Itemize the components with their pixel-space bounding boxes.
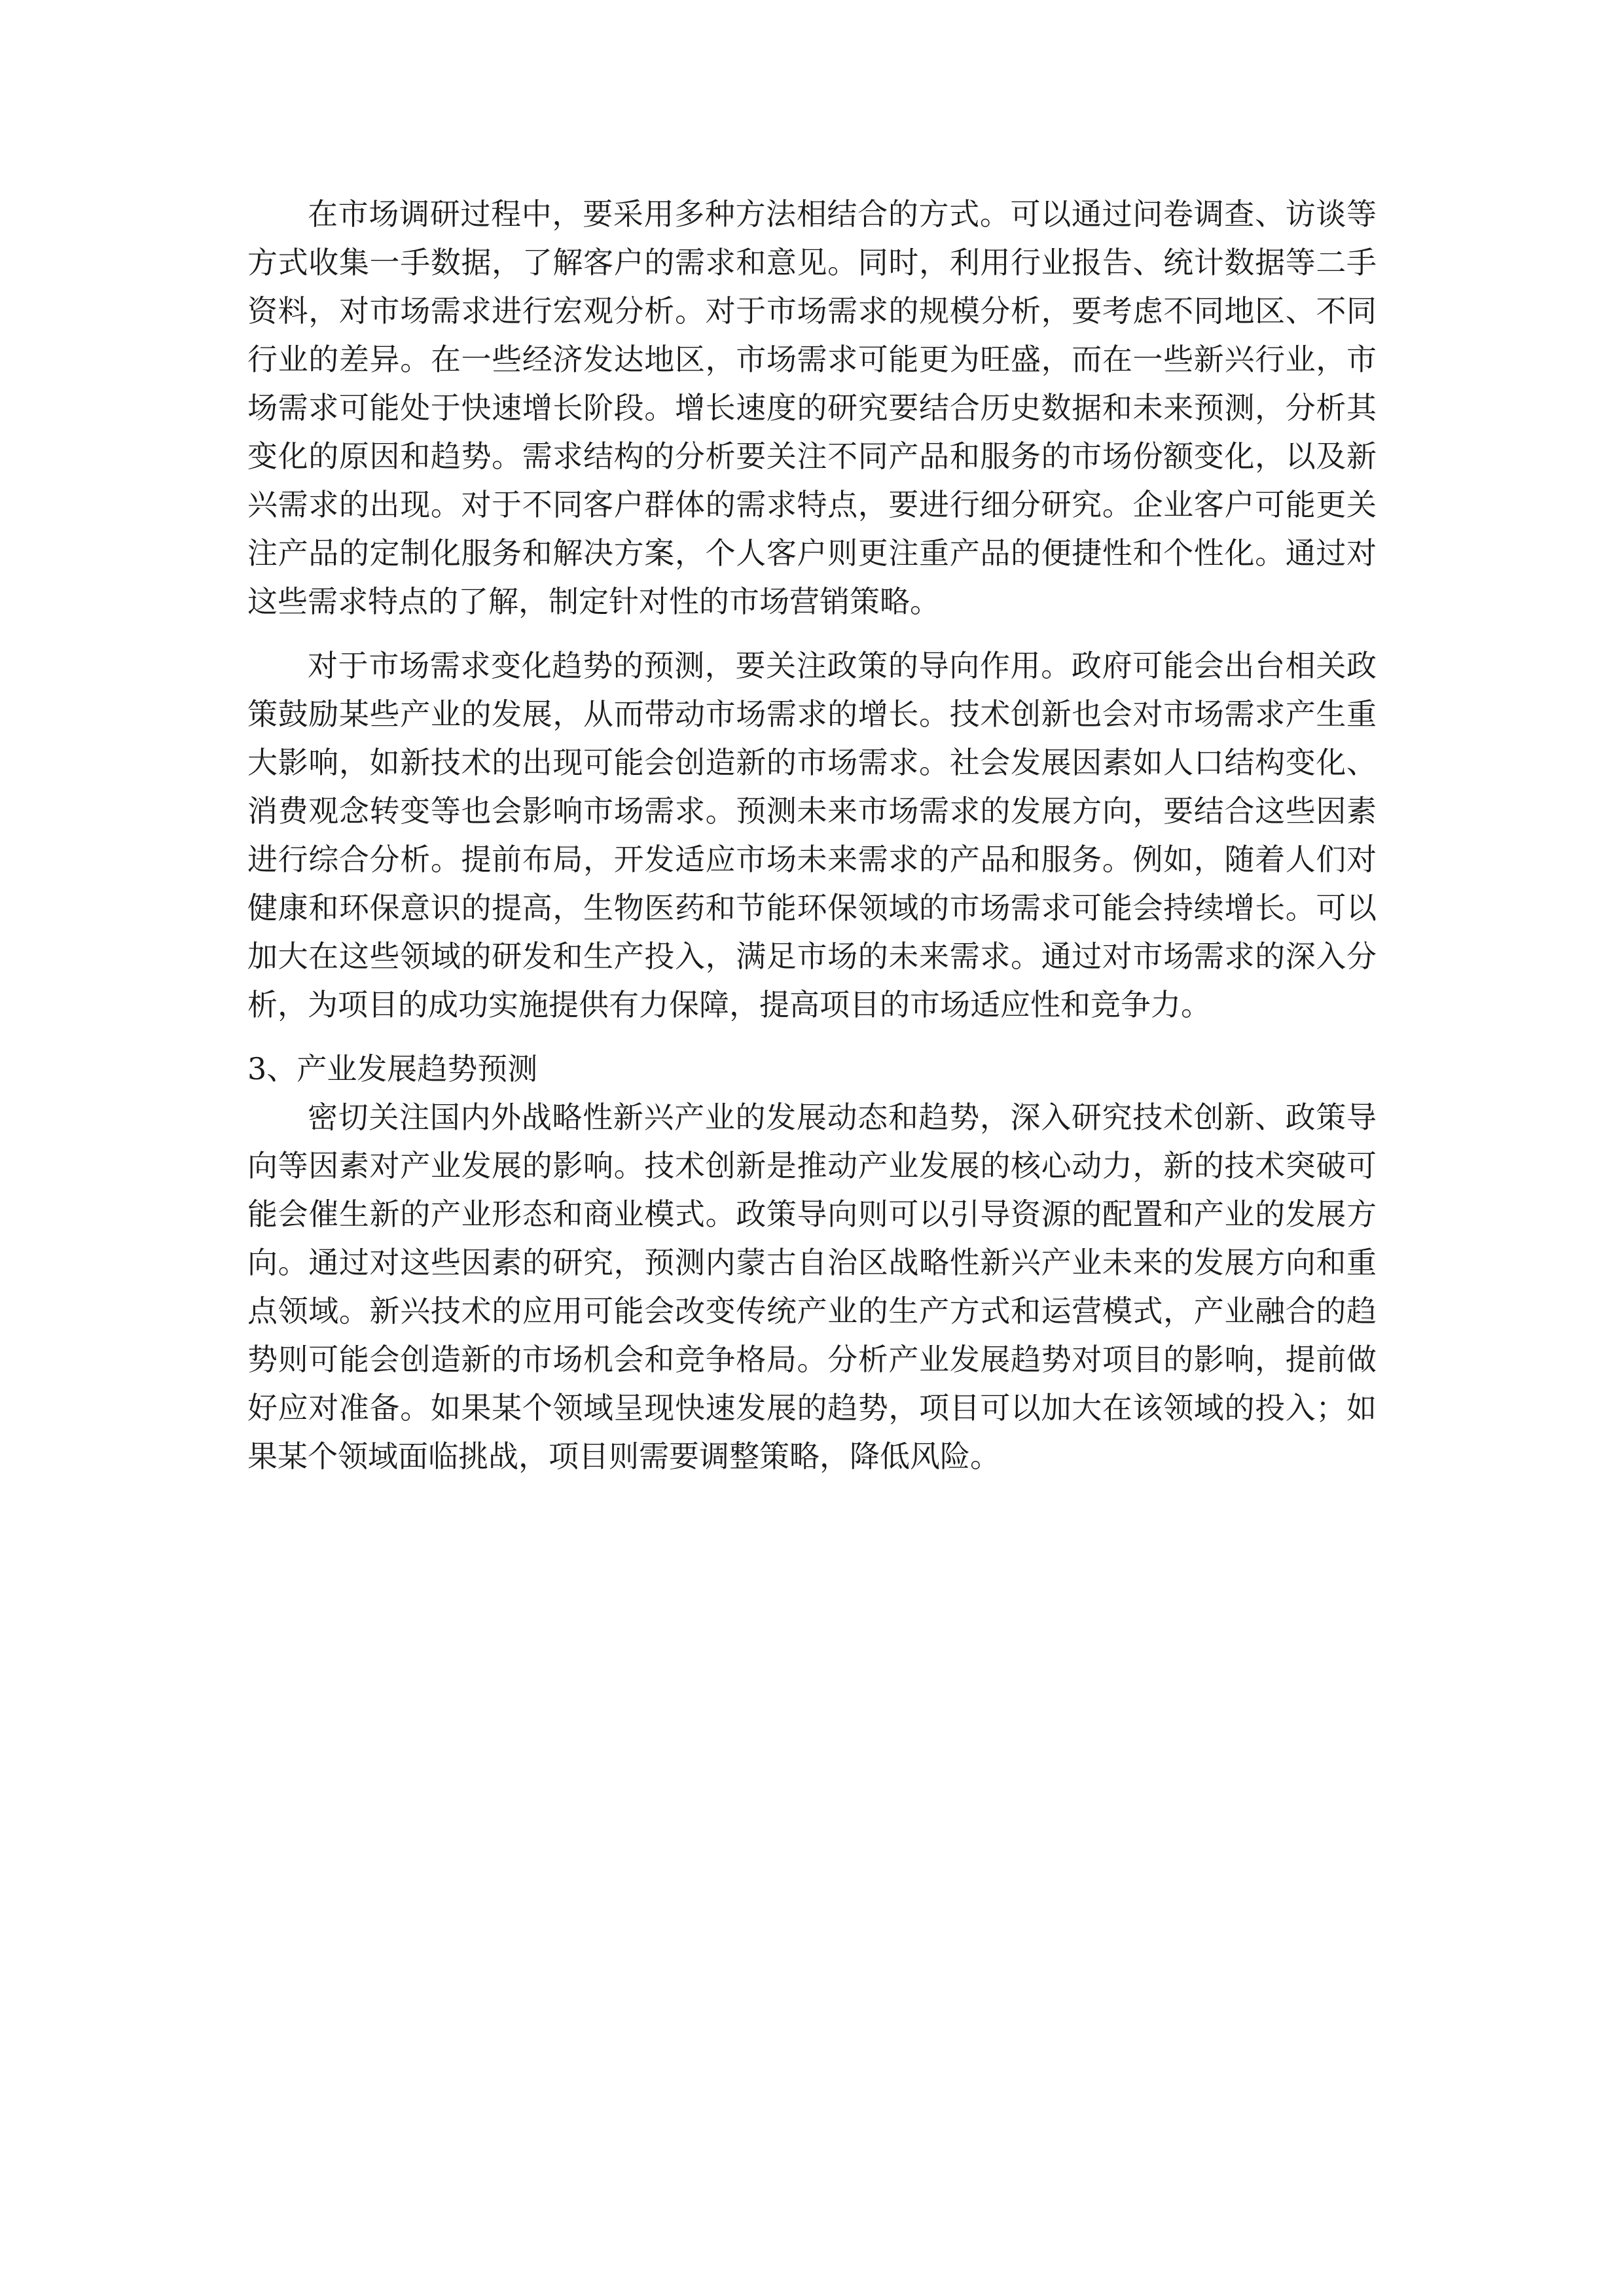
paragraph-market-research: 在市场调研过程中，要采用多种方法相结合的方式。可以通过问卷调查、访谈等方式收集一手数据，了解客户的需求和意见。同时，利用行业报告、统计数据等二手资料，对市场需求进行宏观分析。对于市场需求的规模分析，要考虑不同地区、不同行业的差异。在一些经济发达地区，市场需求可能更为旺盛，而在一些新兴行业，市场需求可能处于快速增长阶段。增长速度的研究要结合历史数据和未来预测，分析其变化的原因和趋势。需求结构的分析要关注不同产品和服务的市场份额变化，以及新兴需求的出现。对于不同客户群体的需求特点，要进行细分研究。企业客户可能更关注产品的定制化服务和解决方案，个人客户则更注重产品的便捷性和个性化。通过对这些需求特点的了解，制定针对性的市场营销策略。 [247, 196, 1377, 619]
paragraph-demand-trend: 对于市场需求变化趋势的预测，要关注政策的导向作用。政府可能会出台相关政策鼓励某些产业的发展，从而带动市场需求的增长。技术创新也会对市场需求产生重大影响，如新技术的出现可能会创造新的市场需求。社会发展因素如人口结构变化、消费观念转变等也会影响市场需求。预测未来市场需求的发展方向，要结合这些因素进行综合分析。提前布局，开发适应市场未来需求的产品和服务。例如，随着人们对健康和环保意识的提高，生物医药和节能环保领域的市场需求可能会持续增长。可以加大在这些领域的研发和生产投入，满足市场的未来需求。通过对市场需求的深入分析，为项目的成功实施提供有力保障，提高项目的市场适应性和竞争力。 [247, 648, 1377, 1022]
paragraph-industry-trend: 密切关注国内外战略性新兴产业的发展动态和趋势，深入研究技术创新、政策导向等因素对产业发展的影响。技术创新是推动产业发展的核心动力，新的技术突破可能会催生新的产业形态和商业模式。政策导向则可以引导资源的配置和产业的发展方向。通过对这些因素的研究，预测内蒙古自治区战略性新兴产业未来的发展方向和重点领域。新兴技术的应用可能会改变传统产业的生产方式和运营模式，产业融合的趋势则可能会创造新的市场机会和竞争格局。分析产业发展趋势对项目的影响，提前做好应对准备。如果某个领域呈现快速发展的趋势，项目可以加大在该领域的投入；如果某个领域面临挑战，项目则需要调整策略，降低风险。 [247, 1100, 1377, 1474]
section-heading: 3、产业发展趋势预测 [247, 1051, 538, 1086]
document-body [247, 190, 1377, 1496]
